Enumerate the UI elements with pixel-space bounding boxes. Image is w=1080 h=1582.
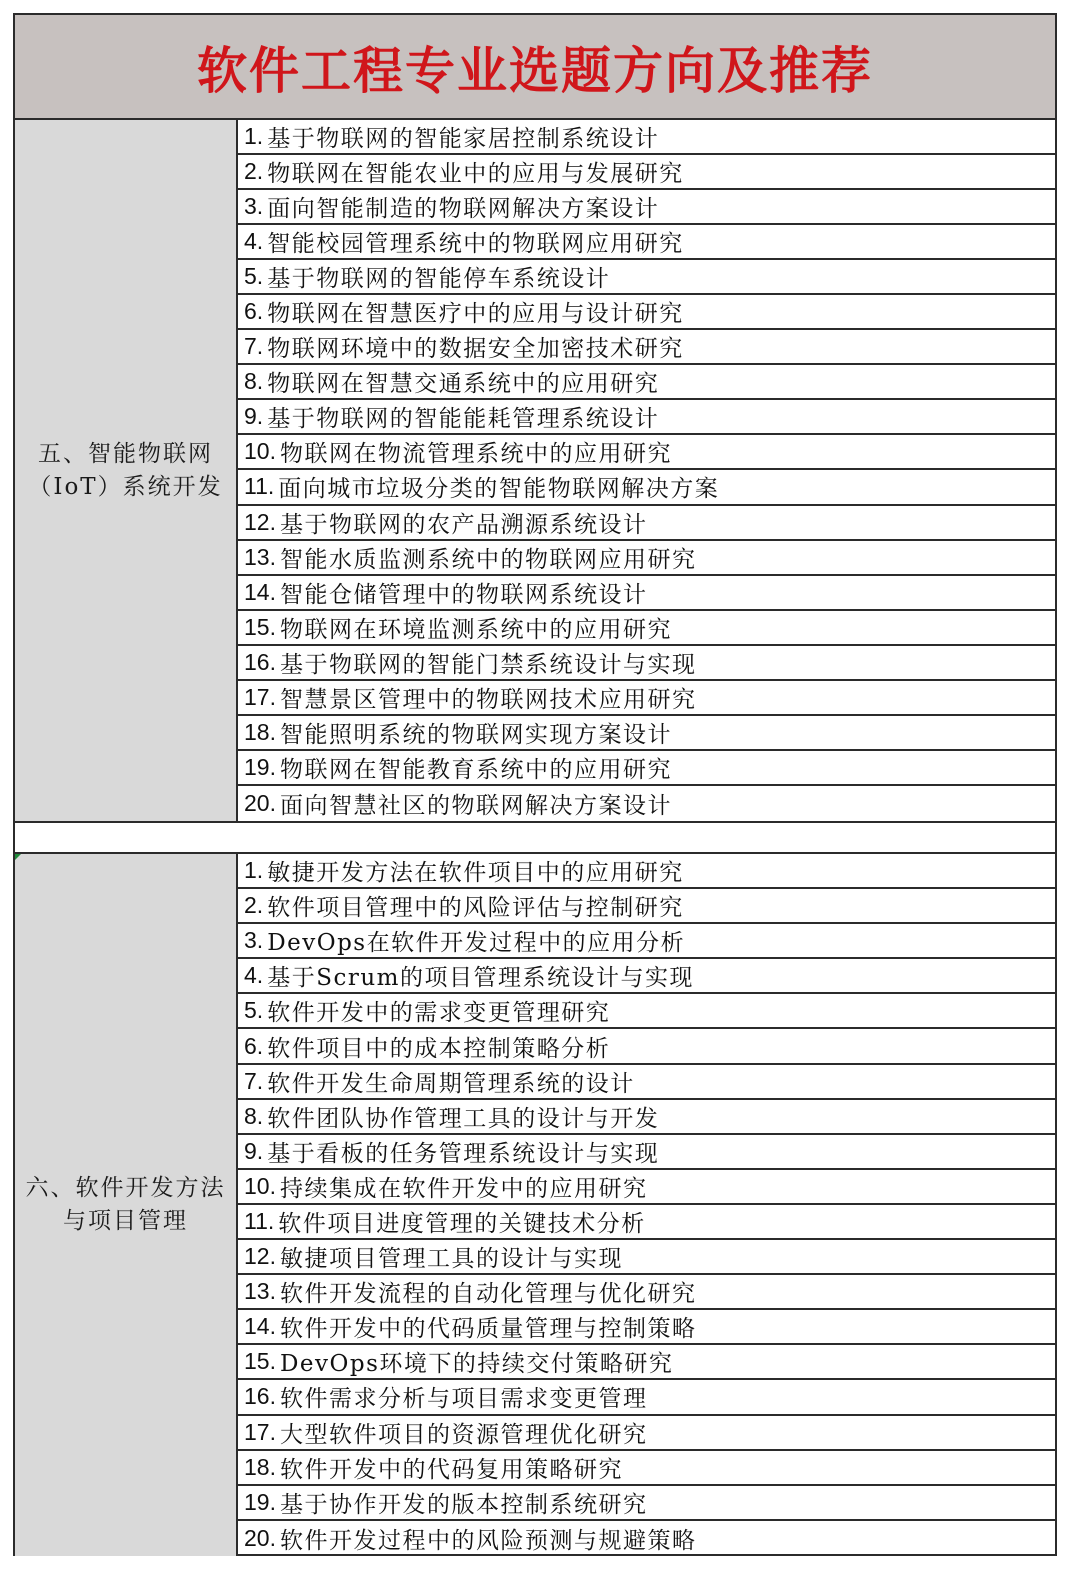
topic-number: 16. bbox=[244, 1383, 276, 1410]
topic-number: 19. bbox=[244, 1488, 276, 1515]
topic-number: 4. bbox=[244, 962, 264, 989]
topic-title: 物联网在环境监测系统中的应用研究 bbox=[279, 616, 672, 643]
topic-title: 物联网环境中的数据安全加密技术研究 bbox=[267, 336, 684, 363]
topic-number: 9. bbox=[244, 1137, 264, 1164]
topic-title: 基于物联网的智能能耗管理系统设计 bbox=[267, 406, 660, 433]
topic-number: 17. bbox=[244, 683, 276, 710]
table-row bbox=[238, 1275, 1055, 1310]
topic-title: 面向智能制造的物联网解决方案设计 bbox=[267, 196, 660, 223]
topic-number: 11. bbox=[244, 1207, 275, 1234]
topic-title: 物联网在智慧交通系统中的应用研究 bbox=[267, 371, 660, 398]
topic-number: 14. bbox=[244, 578, 276, 605]
table-row bbox=[238, 681, 1055, 716]
table-row bbox=[238, 1451, 1055, 1486]
topic-title: DevOps在软件开发过程中的应用分析 bbox=[267, 930, 686, 957]
title-bar bbox=[15, 15, 1055, 120]
topic-title: 智能校园管理系统中的物联网应用研究 bbox=[267, 231, 684, 258]
topic-number: 16. bbox=[244, 648, 276, 675]
section-divider bbox=[15, 821, 1055, 854]
table-row bbox=[238, 994, 1055, 1029]
topic-number: 5. bbox=[244, 263, 264, 290]
topic-number: 2. bbox=[244, 892, 264, 919]
topic-title: 物联网在物流管理系统中的应用研究 bbox=[279, 441, 672, 468]
table-row bbox=[238, 506, 1055, 541]
table-row bbox=[238, 1170, 1055, 1205]
table-row bbox=[238, 1345, 1055, 1380]
section-label-line1: 六、软件开发方法 bbox=[25, 1175, 226, 1201]
topic-title: 基于物联网的农产品溯源系统设计 bbox=[279, 511, 648, 538]
topic-title: 物联网在智能农业中的应用与发展研究 bbox=[267, 161, 684, 188]
table-row bbox=[238, 120, 1055, 155]
topic-number: 20. bbox=[244, 1524, 276, 1551]
table-row bbox=[238, 959, 1055, 994]
cell-comment-marker bbox=[15, 854, 21, 860]
table-row bbox=[238, 854, 1055, 889]
section-software-dev bbox=[15, 854, 1055, 1556]
table-row bbox=[238, 225, 1055, 260]
topic-title: DevOps环境下的持续交付策略研究 bbox=[279, 1351, 674, 1378]
topic-list bbox=[238, 854, 1055, 1556]
topic-number: 18. bbox=[244, 718, 276, 745]
topic-number: 1. bbox=[244, 857, 264, 884]
topic-number: 1. bbox=[244, 123, 264, 150]
topic-number: 15. bbox=[244, 1348, 276, 1375]
topic-title: 软件开发过程中的风险预测与规避策略 bbox=[279, 1527, 697, 1554]
topic-title: 软件开发中的代码质量管理与控制策略 bbox=[279, 1316, 697, 1343]
topic-title: 敏捷项目管理工具的设计与实现 bbox=[279, 1246, 623, 1273]
table-row bbox=[238, 646, 1055, 681]
topic-number: 3. bbox=[244, 927, 264, 954]
topic-number: 5. bbox=[244, 997, 264, 1024]
table-row bbox=[238, 155, 1055, 190]
topic-title: 基于Scrum的项目管理系统设计与实现 bbox=[267, 965, 694, 992]
topic-number: 6. bbox=[244, 1032, 264, 1059]
topic-number: 8. bbox=[244, 1102, 264, 1129]
topic-title: 软件项目进度管理的关键技术分析 bbox=[278, 1210, 646, 1237]
table-row bbox=[238, 190, 1055, 225]
table-row bbox=[238, 1065, 1055, 1100]
topic-title: 敏捷开发方法在软件项目中的应用研究 bbox=[267, 860, 684, 887]
table-row bbox=[238, 541, 1055, 576]
topic-number: 11. bbox=[244, 473, 275, 500]
topic-title: 智能仓储管理中的物联网系统设计 bbox=[279, 581, 648, 608]
topic-number: 17. bbox=[244, 1418, 276, 1445]
topic-number: 7. bbox=[244, 333, 264, 360]
table-row bbox=[238, 1029, 1055, 1064]
topic-title: 物联网在智慧医疗中的应用与设计研究 bbox=[267, 301, 684, 328]
table-row bbox=[238, 365, 1055, 400]
topic-table bbox=[13, 13, 1057, 1556]
section-label bbox=[15, 120, 238, 821]
table-row bbox=[238, 1416, 1055, 1451]
topic-number: 6. bbox=[244, 298, 264, 325]
topic-title: 智能水质监测系统中的物联网应用研究 bbox=[279, 546, 697, 573]
table-row bbox=[238, 260, 1055, 295]
topic-title: 软件开发生命周期管理系统的设计 bbox=[267, 1070, 635, 1097]
topic-number: 3. bbox=[244, 193, 264, 220]
topic-title: 基于物联网的智能家居控制系统设计 bbox=[267, 126, 660, 153]
topic-title: 基于物联网的智能停车系统设计 bbox=[267, 266, 611, 293]
topic-title: 软件开发中的代码复用策略研究 bbox=[279, 1456, 623, 1483]
section-label bbox=[15, 854, 238, 1556]
table-row bbox=[238, 470, 1055, 505]
topic-number: 12. bbox=[244, 1243, 276, 1270]
topic-number: 2. bbox=[244, 158, 264, 185]
topic-title: 软件项目中的成本控制策略分析 bbox=[267, 1035, 611, 1062]
topic-title: 软件开发流程的自动化管理与优化研究 bbox=[279, 1281, 697, 1308]
topic-title: 持续集成在软件开发中的应用研究 bbox=[279, 1175, 648, 1202]
table-row bbox=[238, 716, 1055, 751]
topic-title: 基于看板的任务管理系统设计与实现 bbox=[267, 1140, 660, 1167]
page-title: 软件工程专业选题方向及推荐 bbox=[197, 40, 873, 100]
table-row bbox=[238, 1380, 1055, 1415]
topic-title: 面向智慧社区的物联网解决方案设计 bbox=[279, 792, 672, 819]
table-row bbox=[238, 751, 1055, 786]
table-row bbox=[238, 1310, 1055, 1345]
topic-number: 19. bbox=[244, 753, 276, 780]
topic-number: 10. bbox=[244, 1172, 276, 1199]
section-label-line1: 五、智能物联网 bbox=[38, 440, 213, 467]
topic-title: 基于物联网的智能门禁系统设计与实现 bbox=[279, 651, 697, 678]
topic-number: 18. bbox=[244, 1453, 276, 1480]
topic-title: 软件开发中的需求变更管理研究 bbox=[267, 1000, 611, 1027]
topic-number: 12. bbox=[244, 508, 276, 535]
section-label-line2: （IoT）系统开发 bbox=[28, 473, 223, 500]
table-row bbox=[238, 295, 1055, 330]
topic-number: 13. bbox=[244, 543, 276, 570]
topic-title: 智能照明系统的物联网实现方案设计 bbox=[279, 721, 672, 748]
table-row bbox=[238, 1240, 1055, 1275]
topic-number: 20. bbox=[244, 789, 276, 816]
table-row bbox=[238, 1135, 1055, 1170]
section-label-line2: 与项目管理 bbox=[63, 1208, 188, 1234]
topic-title: 物联网在智能教育系统中的应用研究 bbox=[279, 756, 672, 783]
section-iot bbox=[15, 120, 1055, 821]
topic-title: 软件项目管理中的风险评估与控制研究 bbox=[267, 895, 684, 922]
topic-title: 软件需求分析与项目需求变更管理 bbox=[279, 1386, 648, 1413]
topic-number: 14. bbox=[244, 1313, 276, 1340]
topic-title: 基于协作开发的版本控制系统研究 bbox=[279, 1491, 648, 1518]
topic-title: 面向城市垃圾分类的智能物联网解决方案 bbox=[278, 476, 720, 503]
table-row bbox=[238, 400, 1055, 435]
topic-number: 4. bbox=[244, 228, 264, 255]
table-row bbox=[238, 1486, 1055, 1521]
topic-number: 7. bbox=[244, 1067, 264, 1094]
topic-number: 10. bbox=[244, 438, 276, 465]
topic-title: 大型软件项目的资源管理优化研究 bbox=[279, 1421, 648, 1448]
table-row bbox=[238, 1521, 1055, 1556]
topic-title: 智慧景区管理中的物联网技术应用研究 bbox=[279, 686, 697, 713]
table-row bbox=[238, 1205, 1055, 1240]
table-row bbox=[238, 786, 1055, 821]
table-row bbox=[238, 924, 1055, 959]
topic-number: 13. bbox=[244, 1278, 276, 1305]
table-row bbox=[238, 330, 1055, 365]
table-row bbox=[238, 889, 1055, 924]
table-row bbox=[238, 1100, 1055, 1135]
table-row bbox=[238, 435, 1055, 470]
topic-number: 8. bbox=[244, 368, 264, 395]
topic-title: 软件团队协作管理工具的设计与开发 bbox=[267, 1105, 660, 1132]
topic-list bbox=[238, 120, 1055, 821]
table-row bbox=[238, 576, 1055, 611]
topic-number: 15. bbox=[244, 613, 276, 640]
table-row bbox=[238, 611, 1055, 646]
topic-number: 9. bbox=[244, 403, 264, 430]
